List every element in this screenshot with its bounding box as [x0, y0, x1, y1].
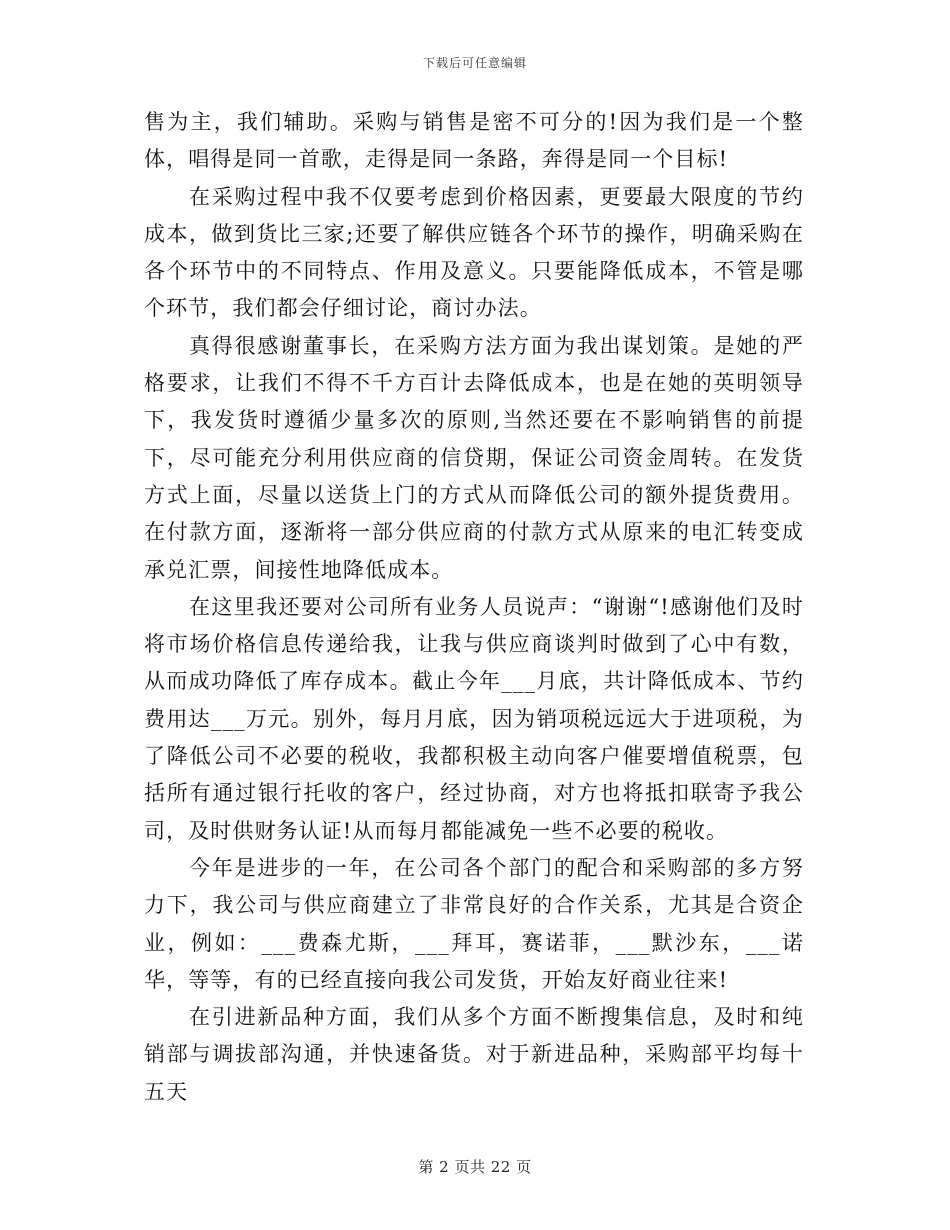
paragraph-progress-year: 今年是进步的一年，在公司各个部门的配合和采购部的多方努力下，我公司与供应商建立了非常良好的合作关系，尤其是合资企业，例如：___费森尤斯，___拜耳，赛诺菲，___默沙东，___诺华，等等，有的已经直接向我公司发货，开始友好商业往来! [144, 855, 804, 992]
paragraph-new-products: 在引进新品种方面，我们从多个方面不断搜集信息，及时和纯销部与调拔部沟通，并快速备货。对于新进品种，采购部平均每十五天 [144, 1005, 804, 1104]
paragraph-thanks-staff: 在这里我还要对公司所有业务人员说声：“谢谢“!感谢他们及时将市场价格信息传递给我，让我与供应商谈判时做到了心中有数，从而成功降低了库存成本。截止今年___月底，共计降低成本、节约费用达___万元。别外，每月月底，因为销项税远远大于进项税，为了降低公司不必要的税收，我都积极主动向客户催要增值税票，包括所有通过银行托收的客户，经过协商，对方也将抵扣联寄予我公司，及时供财务认证!从而每月都能减免一些不必要的税收。 [144, 594, 804, 843]
page-header: 下载后可任意编辑 [422, 56, 527, 70]
document-body [144, 104, 804, 1111]
paragraph-continued: 售为主，我们辅助。采购与销售是密不可分的!因为我们是一个整体，唱得是同一首歌，走得是同一条路，奔得是同一个目标! [144, 110, 804, 172]
paragraph-procurement-cost: 在采购过程中我不仅要考虑到价格因素，更要最大限度的节约成本，做到货比三家;还要了解供应链各个环节的操作，明确采购在各个环节中的不同特点、作用及意义。只要能降低成本，不管是哪个环节，我们都会仔细讨论，商讨办法。 [144, 184, 804, 321]
paragraph-thanks-chairman: 真得很感谢董事长，在采购方法方面为我出谋划策。是她的严格要求，让我们不得不千方百计去降低成本，也是在她的英明领导下，我发货时遵循少量多次的原则,当然还要在不影响销售的前提下，尽可能充分利用供应商的信贷期，保证公司资金周转。在发货方式上面，尽量以送货上门的方式从而降低公司的额外提货费用。在付款方面，逐渐将一部分供应商的付款方式从原来的电汇转变成承兑汇票，间接性地降低成本。 [144, 333, 804, 582]
page-footer: 第 2 页共 22 页 [418, 1158, 532, 1176]
